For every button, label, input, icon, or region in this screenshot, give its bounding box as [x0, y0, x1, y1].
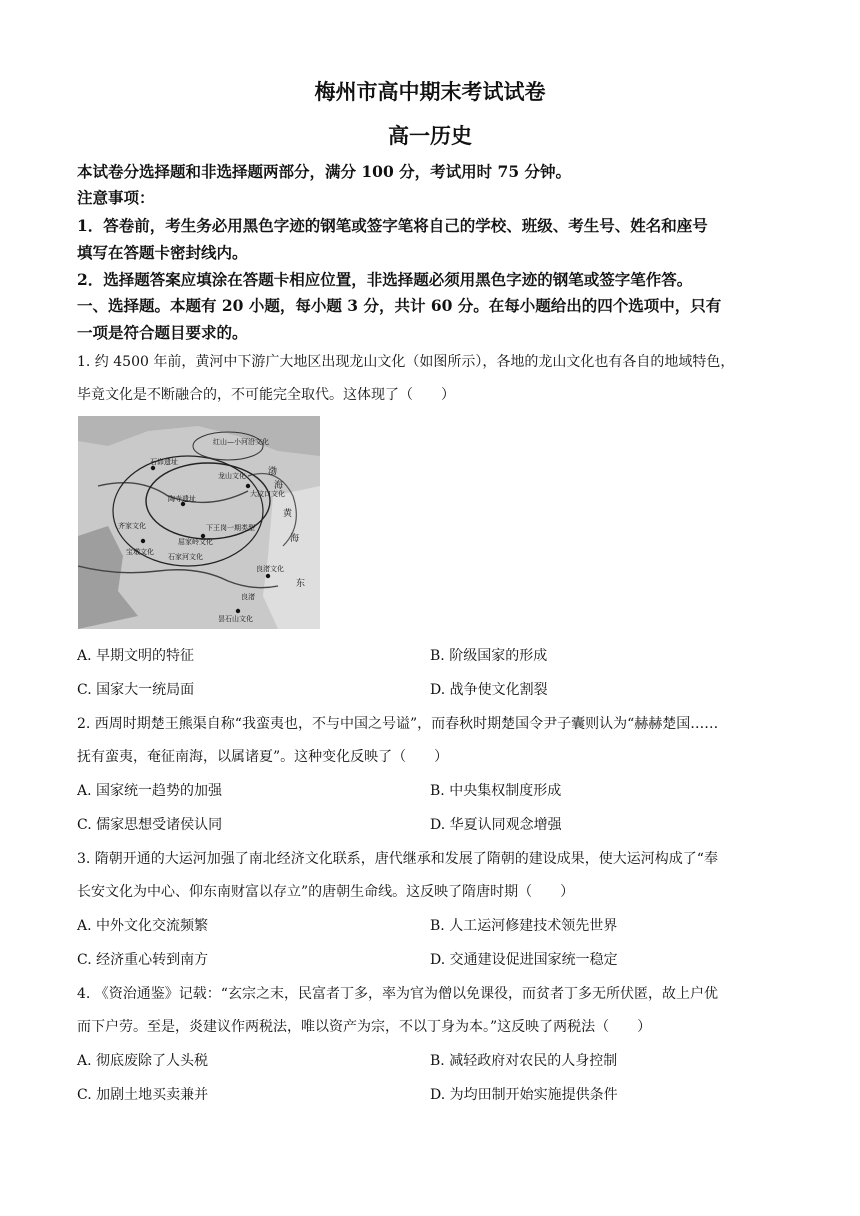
question-3-option-b: B. 人工运河修建技术领先世界 — [430, 918, 618, 934]
note-1-line-2: 填写在答题卡密封线内。 — [77, 243, 248, 262]
question-3-line-2: 长安文化为中心、仰东南财富以存立”的唐朝生命线。这反映了隋唐时期（ ） — [77, 884, 575, 900]
map-label: 石峁遗址 — [150, 458, 178, 466]
note-1-line-1: 1．答卷前，考生务必用黑色字迹的钢笔或签字笔将自己的学校、班级、考生号、姓名和座号 — [77, 216, 708, 235]
question-4-line-2: 而下户劳。至是，炎建议作两税法，唯以资产为宗，不以丁身为本。”这反映了两税法（ ） — [77, 1019, 652, 1035]
question-2-line-1: 2. 西周时期楚王熊渠自称“我蛮夷也，不与中国之号谥”，而春秋时期楚国令尹子囊则认为“赫赫楚国…… — [77, 716, 719, 732]
question-1-option-a: A. 早期文明的特征 — [77, 648, 195, 664]
question-3-option-d: D. 交通建设促进国家统一稳定 — [430, 952, 618, 968]
map-label: 石家河文化 — [168, 553, 203, 561]
section-1-line-1: 一、选择题。本题有 20 小题，每小题 3 分，共计 60 分。在每小题给出的四个选项中，只有 — [77, 296, 722, 315]
question-4-option-a: A. 彻底废除了人头税 — [77, 1053, 209, 1069]
map-label: 龙山文化 — [218, 472, 246, 480]
longshan-culture-map — [78, 416, 320, 629]
map-label: 良渚文化 — [256, 565, 284, 573]
question-1-line-1: 1. 约 4500 年前，黄河中下游广大地区出现龙山文化（如图所示），各地的龙山文化也有各自的地域特色， — [77, 354, 735, 370]
map-label: 东 — [296, 579, 306, 589]
map-label: 昙石山文化 — [218, 615, 253, 623]
map-label: 屈家岭文化 — [178, 538, 213, 546]
question-2-option-d: D. 华夏认同观念增强 — [430, 817, 562, 833]
question-4-line-1: 4. 《资治通鉴》记载：“玄宗之末，民富者丁多，率为官为僧以免课役，而贫者丁多无所伏匿，故上户优 — [77, 986, 718, 1002]
question-1-option-b: B. 阶级国家的形成 — [430, 648, 548, 664]
question-3-option-a: A. 中外文化交流频繁 — [77, 918, 209, 934]
exam-title: 梅州市高中期末考试试卷 — [314, 79, 546, 104]
map-label: 渤 — [268, 467, 278, 477]
map-label: 宝墩文化 — [126, 548, 154, 556]
notes-heading: 注意事项： — [77, 188, 155, 207]
question-1-line-2: 毕竟文化是不断融合的，不可能完全取代。这体现了（ ） — [77, 387, 455, 403]
exam-intro: 本试卷分选择题和非选择题两部分，满分 100 分，考试用时 75 分钟。 — [77, 162, 572, 181]
map-label: 陶寺遗址 — [168, 495, 196, 503]
question-2-option-b: B. 中央集权制度形成 — [430, 783, 562, 799]
question-3-line-1: 3. 隋朝开通的大运河加强了南北经济文化联系，唐代继承和发展了隋朝的建设成果，使大运河构成了“奉 — [77, 851, 718, 867]
map-label: 良渚 — [241, 593, 255, 601]
question-4-option-c: C. 加剧土地买卖兼并 — [77, 1087, 209, 1103]
map-label: 海 — [274, 481, 284, 491]
question-1-option-d: D. 战争使文化割裂 — [430, 682, 548, 698]
question-2-option-a: A. 国家统一趋势的加强 — [77, 783, 223, 799]
map-label: 海 — [290, 534, 300, 544]
map-label: 齐家文化 — [118, 522, 146, 530]
note-2: 2．选择题答案应填涂在答题卡相应位置，非选择题必须用黑色字迹的钢笔或签字笔作答。 — [77, 270, 693, 289]
question-2-line-2: 抚有蛮夷，奄征南海，以属诸夏”。这种变化反映了（ ） — [77, 749, 449, 765]
question-1-option-c: C. 国家大一统局面 — [77, 682, 195, 698]
map-label: 红山—小河沿文化 — [213, 438, 269, 446]
map-label: 黄 — [283, 509, 293, 519]
section-1-line-2: 一项是符合题目要求的。 — [77, 323, 248, 342]
question-4-option-b: B. 减轻政府对农民的人身控制 — [430, 1053, 618, 1069]
question-2-option-c: C. 儒家思想受诸侯认同 — [77, 817, 223, 833]
exam-subject: 高一历史 — [388, 123, 472, 148]
map-label: 大汶口文化 — [250, 490, 285, 498]
question-4-option-d: D. 为均田制开始实施提供条件 — [430, 1087, 618, 1103]
map-label: 下王岗一期类型 — [206, 524, 255, 532]
question-3-option-c: C. 经济重心转到南方 — [77, 952, 209, 968]
